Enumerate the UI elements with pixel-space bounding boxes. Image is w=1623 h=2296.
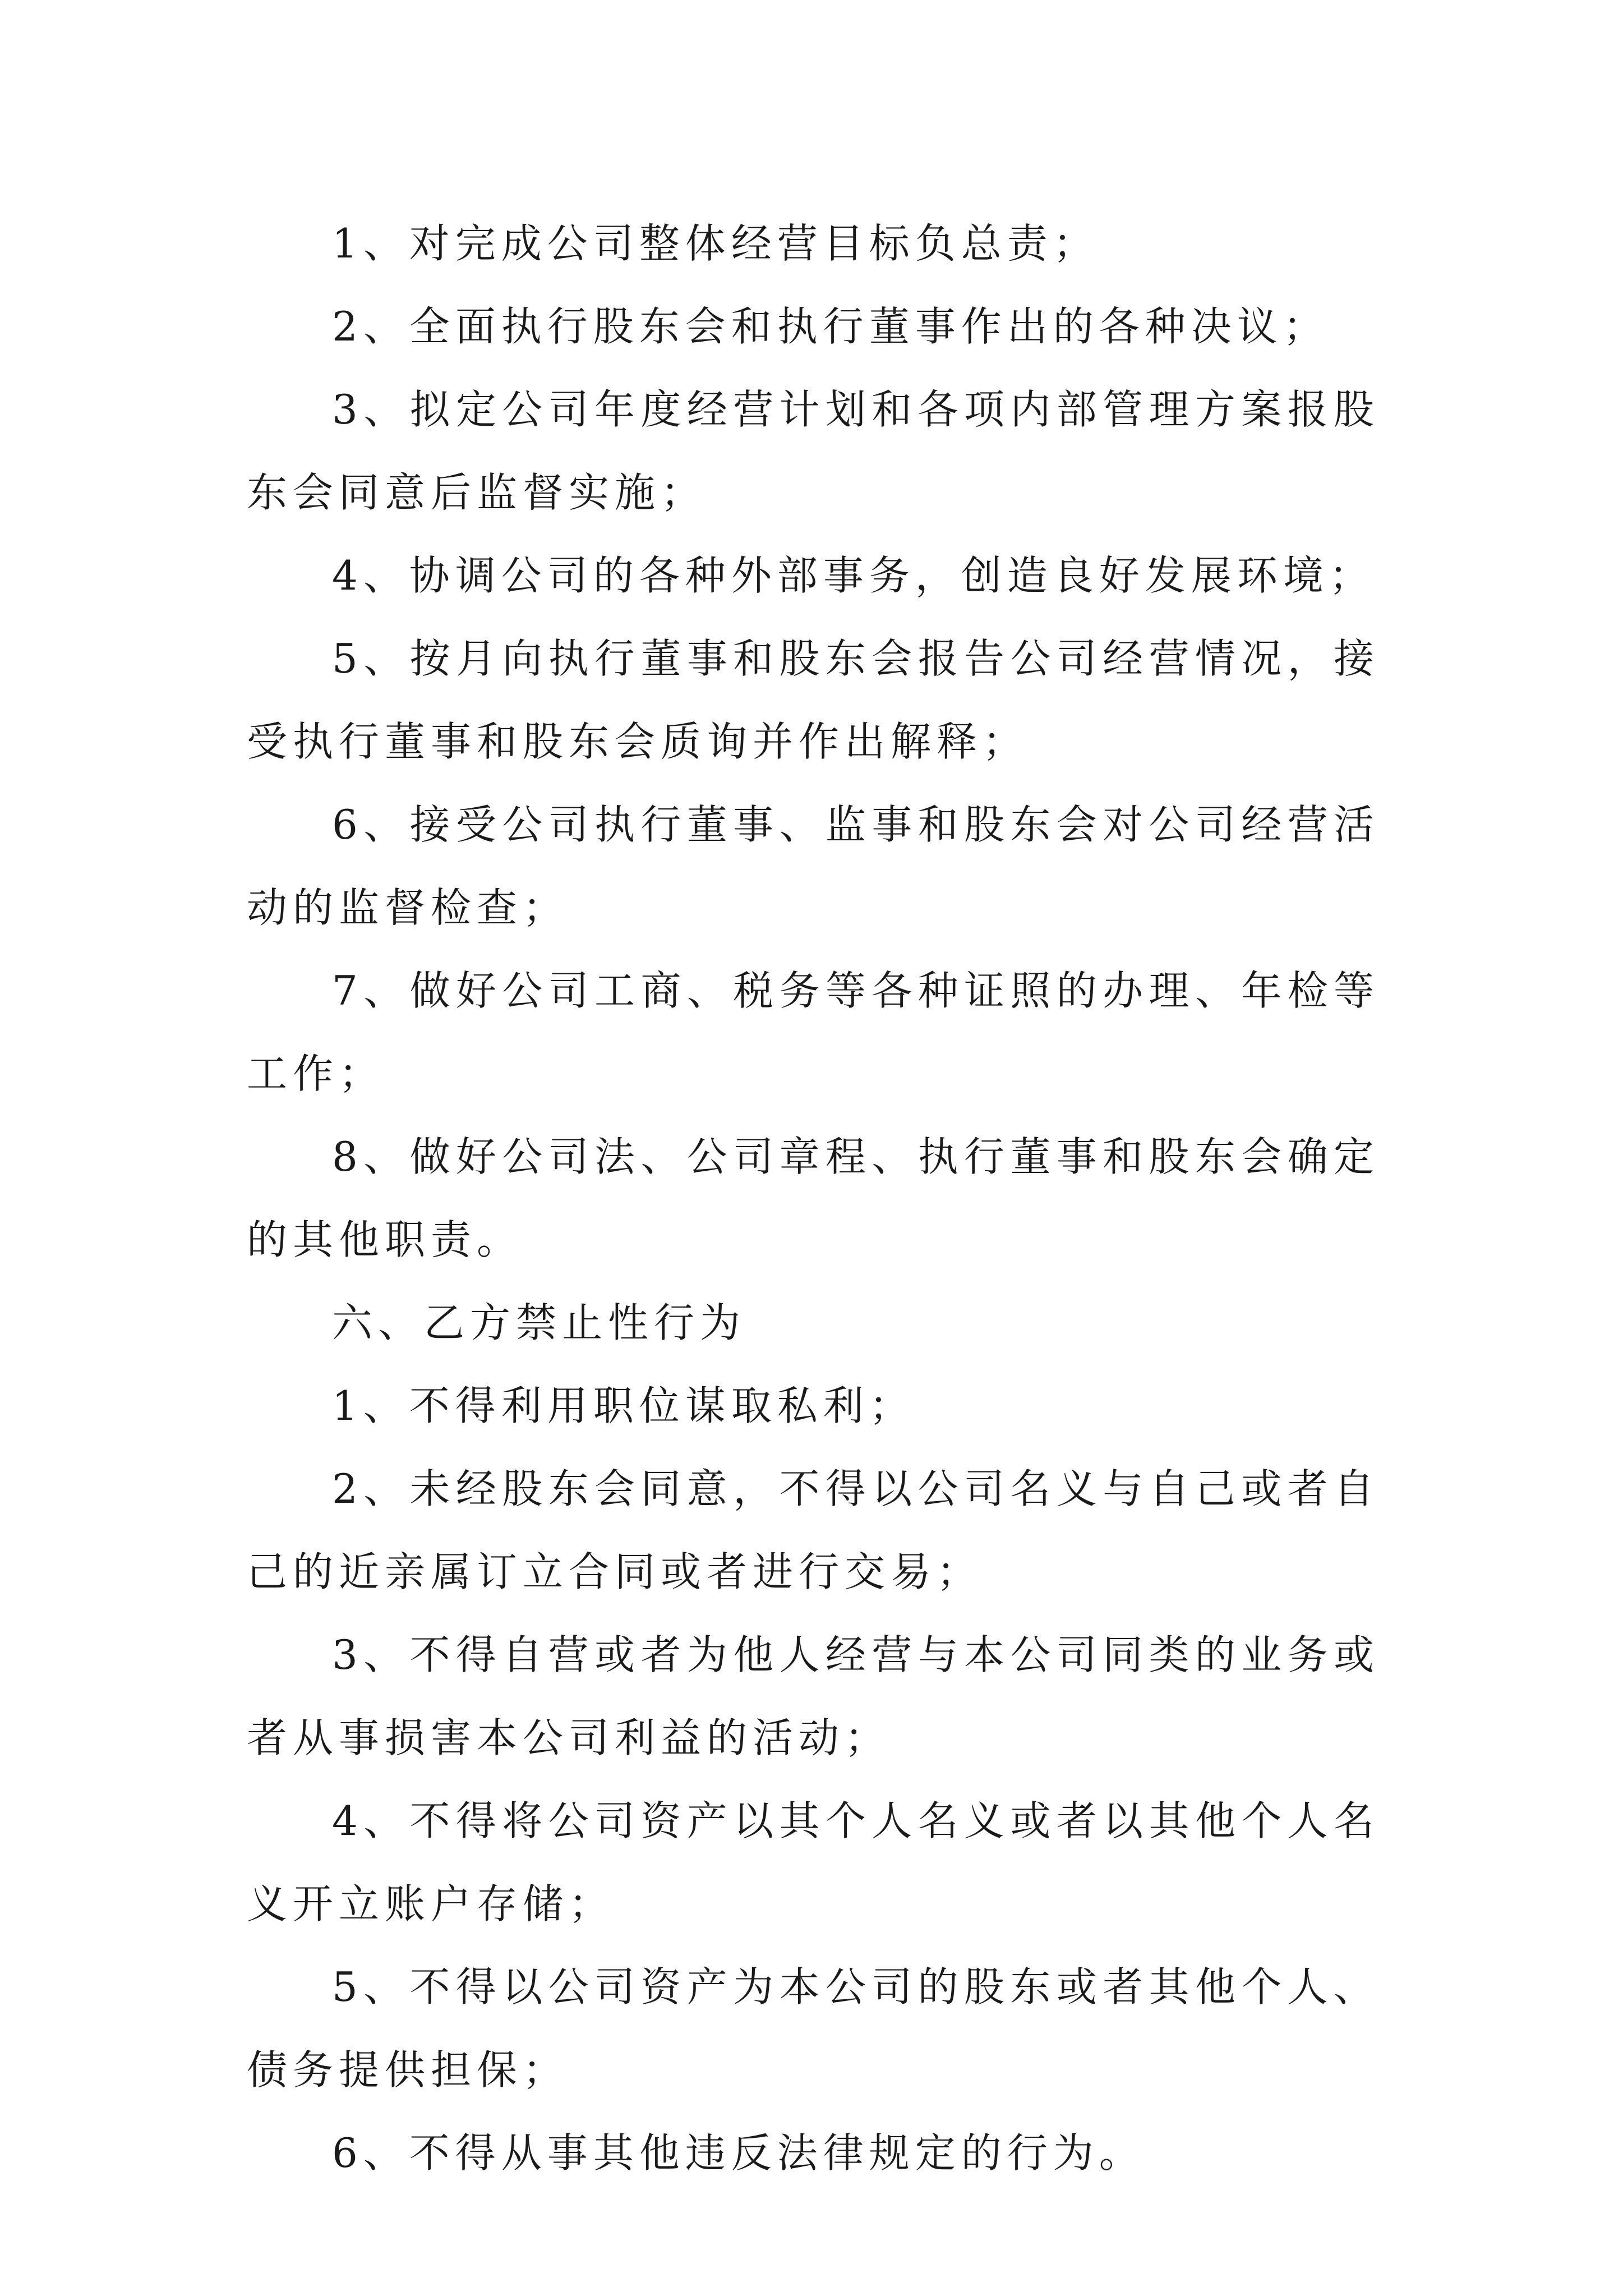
duty-item-5: 5、按月向执行董事和股东会报告公司经营情况，接受执行董事和股东会质询并作出解释；	[247, 635, 1380, 765]
prohibition-item-3: 3、不得自营或者为他人经营与本公司同类的业务或者从事损害本公司利益的活动；	[247, 1631, 1380, 1761]
section-heading-prohibited-acts: 六、乙方禁止性行为	[332, 1299, 746, 1346]
prohibition-item-4: 4、不得将公司资产以其个人名义或者以其他个人名义开立账户存储；	[247, 1797, 1380, 1927]
prohibition-item-6: 6、不得从事其他违反法律规定的行为。	[332, 2129, 1145, 2177]
document-body	[247, 202, 1380, 2194]
duty-item-7: 7、做好公司工商、税务等各种证照的办理、年检等工作；	[247, 967, 1380, 1097]
duty-item-2: 2、全面执行股东会和执行董事作出的各种决议；	[332, 303, 1329, 350]
prohibition-item-2: 2、未经股东会同意，不得以公司名义与自己或者自己的近亲属订立合同或者进行交易；	[247, 1465, 1380, 1595]
prohibition-item-1: 1、不得利用职位谋取私利；	[332, 1382, 915, 1429]
duty-item-1: 1、对完成公司整体经营目标负总责；	[332, 220, 1099, 267]
duty-item-3: 3、拟定公司年度经营计划和各项内部管理方案报股东会同意后监督实施；	[247, 386, 1380, 516]
duty-item-8: 8、做好公司法、公司章程、执行董事和股东会确定的其他职责。	[247, 1133, 1380, 1263]
duty-item-4: 4、协调公司的各种外部事务，创造良好发展环境；	[332, 552, 1375, 599]
duty-item-6: 6、接受公司执行董事、监事和股东会对公司经营活动的监督检查；	[247, 801, 1380, 931]
prohibition-item-5: 5、不得以公司资产为本公司的股东或者其他个人、债务提供担保；	[247, 1963, 1380, 2093]
